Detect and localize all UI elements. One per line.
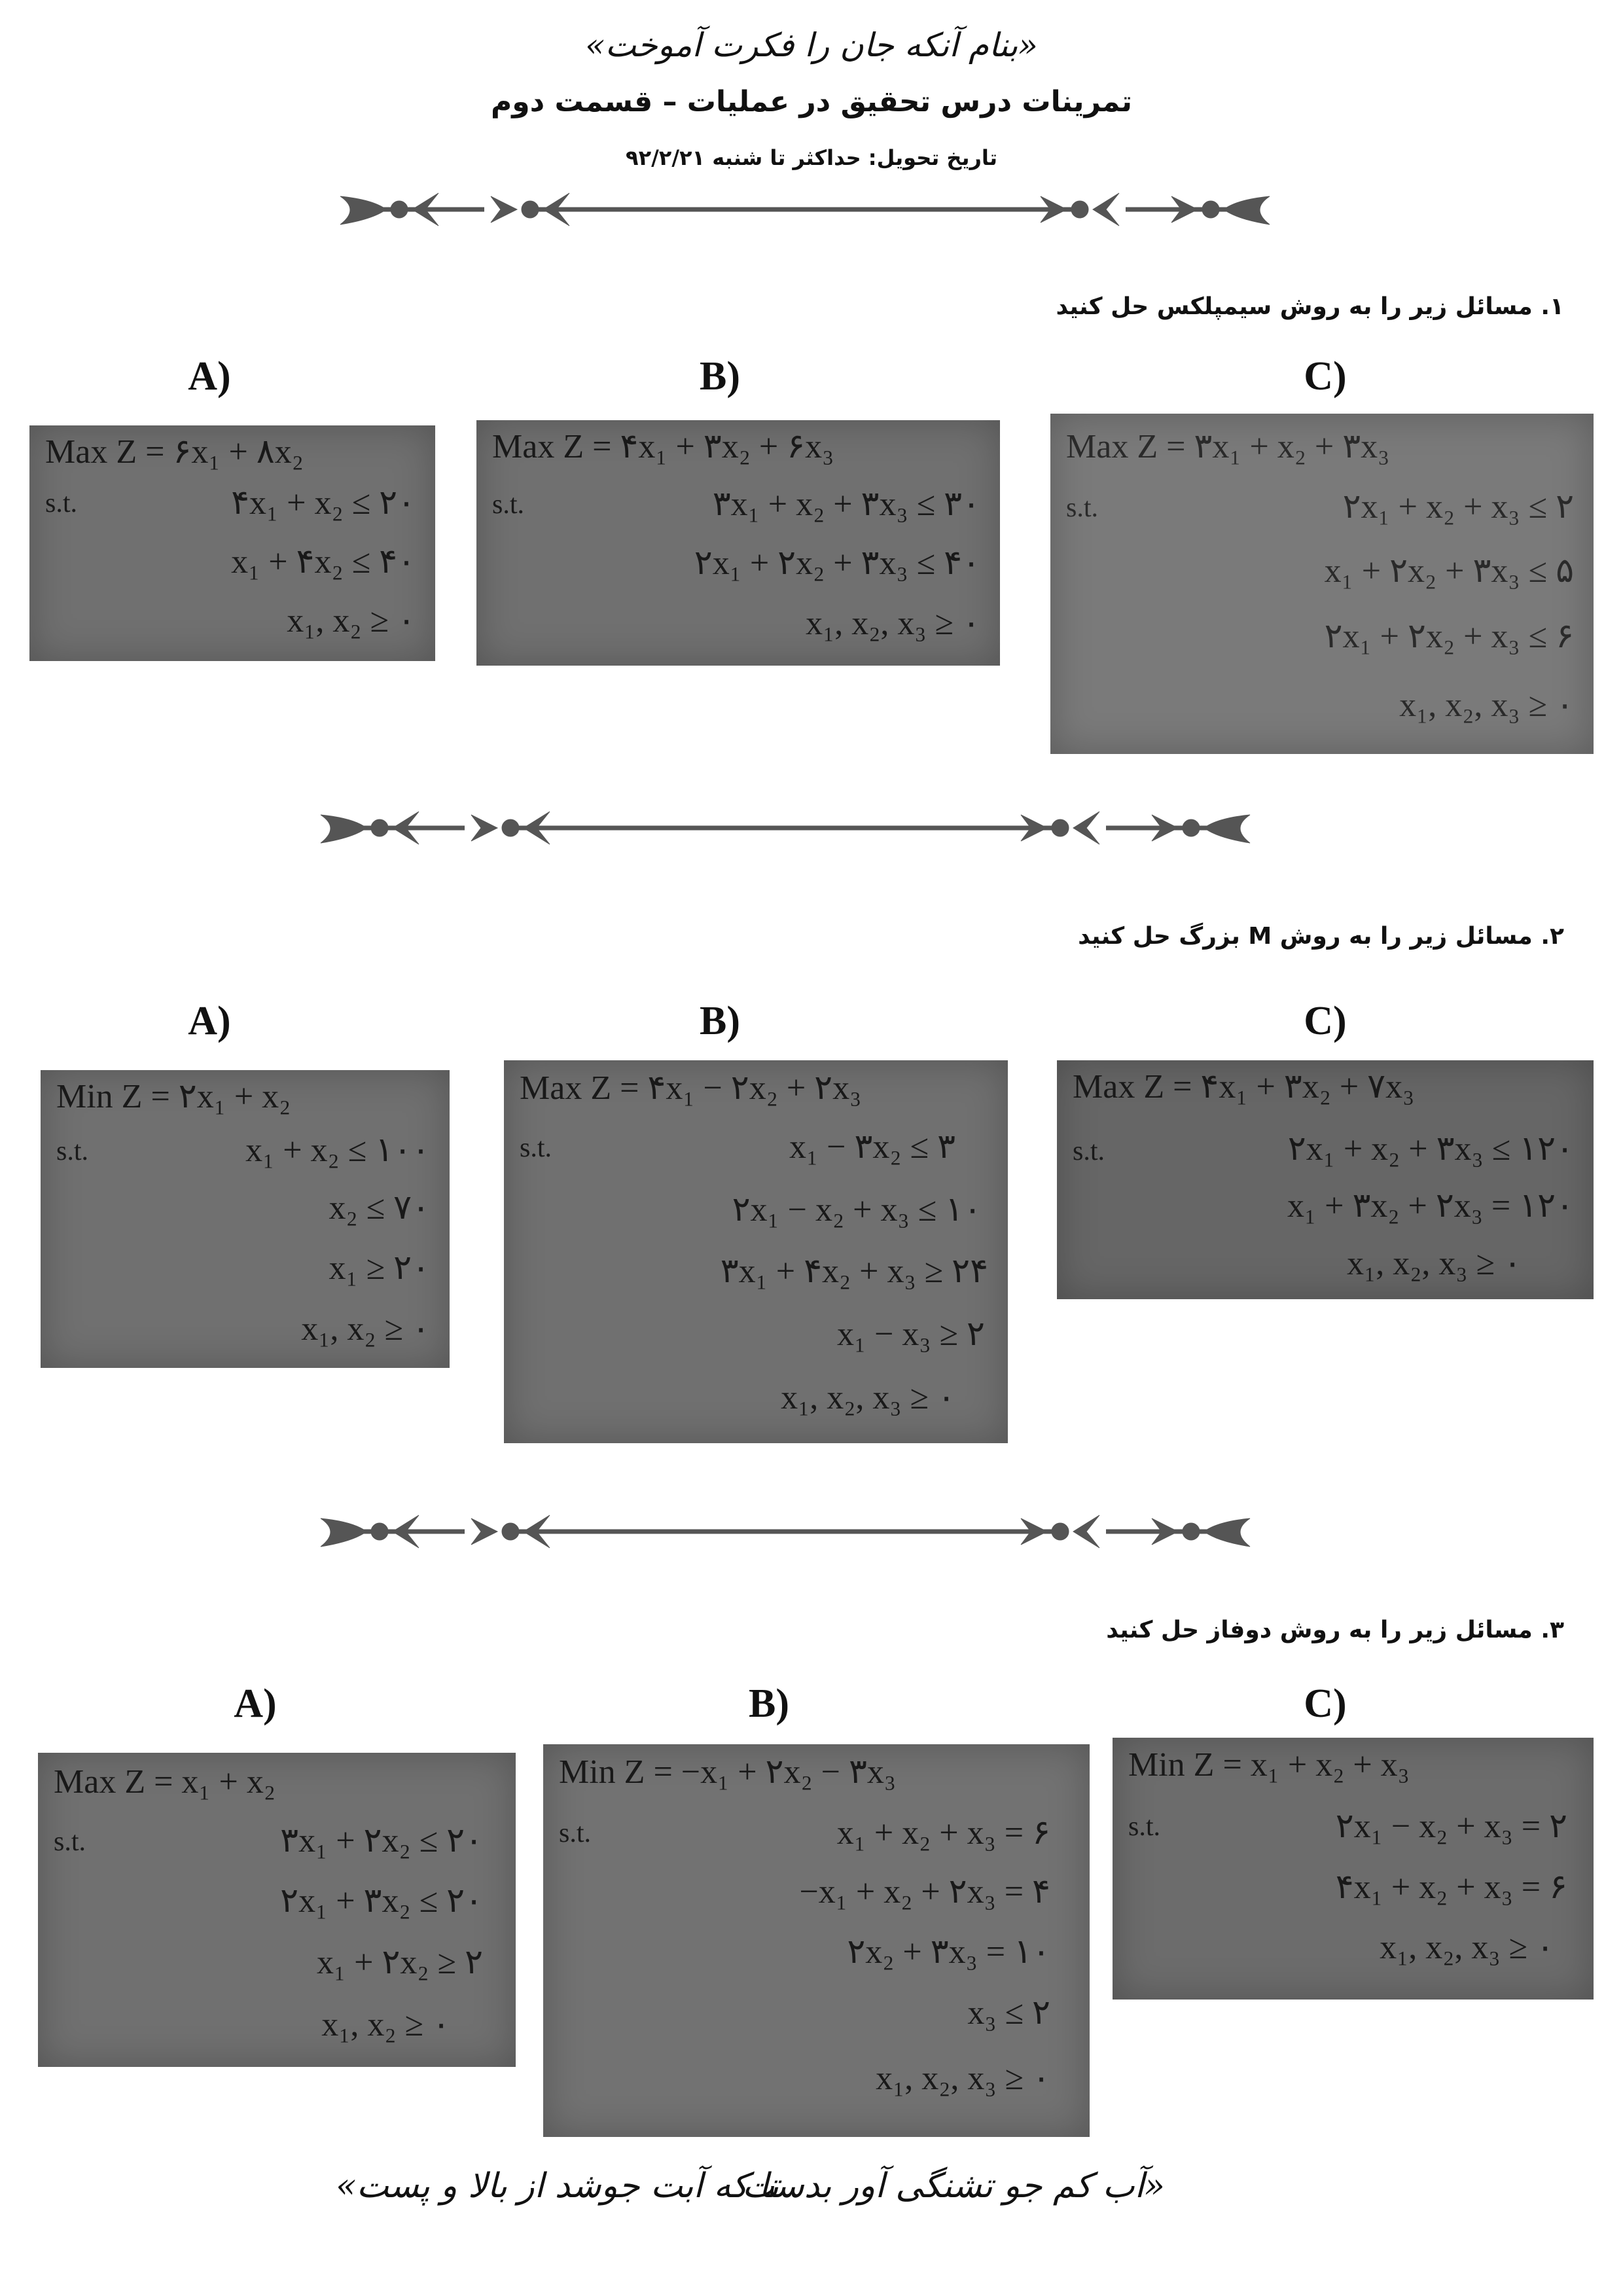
problem-2a-label: A) [188, 999, 231, 1043]
problem-3b-label: B) [749, 1681, 789, 1726]
problem-1b-photo [476, 420, 1000, 666]
nonnegativity-constraint: x₁, x₂ ≥ ۰ [321, 2006, 450, 2043]
deadline-text: تاریخ تحویل: حداکثر تا شنبه ۹۲/۲/۲۱ [626, 145, 997, 170]
objective-function: Max Z = ۴x₁ + ۳x₂ + ۷x₃ [1073, 1068, 1415, 1105]
ornament-divider-1 [334, 180, 1276, 239]
poem-verse-1: «آب کم جو تشنگی آور بدست [742, 2166, 1165, 2206]
constraint: x₁ + x₂ ≤ ۱۰۰ [245, 1132, 430, 1169]
ornament-divider-3 [314, 1502, 1257, 1561]
problem-3c-label: C) [1304, 1681, 1347, 1726]
objective-function: Max Z = ۴x₁ − ۲x₂ + ۲x₃ [520, 1069, 862, 1107]
section-1-title: ۱. مسائل زیر را به روش سیمپلکس حل کنید [1056, 293, 1564, 320]
nonnegativity-constraint: x₁, x₂, x₃ ≥ ۰ [1347, 1245, 1522, 1282]
constraint: ۳x₁ + x₂ + ۳x₃ ≤ ۳۰ [712, 486, 980, 523]
constraint: x₁ + ۲x₂ + ۳x₃ ≤ ۵ [1324, 552, 1574, 590]
objective-function: Min Z = −x₁ + ۲x₂ − ۳x₃ [559, 1753, 896, 1791]
objective-function: Max Z = x₁ + x₂ [54, 1763, 276, 1801]
constraint: ۲x₁ + ۲x₂ + x₃ ≤ ۶ [1324, 618, 1574, 655]
constraint: ۲x₂ + ۳x₃ = ۱۰ [847, 1933, 1050, 1971]
problem-2a-photo [41, 1070, 450, 1368]
problem-2b-photo [504, 1060, 1008, 1443]
objective-function: Max Z = ۴x₁ + ۳x₂ + ۶x₃ [492, 428, 834, 465]
subject-to-label: s.t. [492, 490, 525, 520]
constraint: x₁ + x₂ + x₃ = ۶ [836, 1814, 1050, 1852]
constraint: x₁ + ۴x₂ ≤ ۴۰ [231, 543, 416, 581]
constraint: ۴x₁ + x₂ + x₃ = ۶ [1335, 1869, 1567, 1906]
problem-1c-label: C) [1304, 354, 1347, 399]
constraint: x₂ ≤ ۷۰ [329, 1189, 430, 1227]
nonnegativity-constraint: x₁, x₂, x₃ ≥ ۰ [1399, 687, 1574, 724]
constraint: x₁ + ۲x₂ ≥ ۲ [317, 1944, 483, 1981]
problem-1b-label: B) [700, 354, 740, 399]
constraint: ۳x₁ + ۲x₂ ≤ ۲۰ [280, 1822, 483, 1859]
document-title: تمرینات درس تحقیق در عملیات – قسمت دوم [491, 85, 1132, 118]
subject-to-label: s.t. [1128, 1812, 1161, 1842]
problem-3a-photo [38, 1753, 516, 2067]
subject-to-label: s.t. [1073, 1136, 1105, 1166]
nonnegativity-constraint: x₁, x₂, x₃ ≥ ۰ [806, 605, 980, 642]
section-3-title: ۳. مسائل زیر را به روش دوفاز حل کنید [1106, 1617, 1564, 1643]
section-2-title: ۲. مسائل زیر را به روش M بزرگ حل کنید [1078, 923, 1564, 950]
problem-2c-label: C) [1304, 999, 1347, 1043]
subject-to-label: s.t. [56, 1136, 89, 1166]
subject-to-label: s.t. [559, 1818, 592, 1848]
ornament-divider-2 [314, 798, 1257, 857]
nonnegativity-constraint: x₁, x₂, x₃ ≥ ۰ [876, 2060, 1050, 2097]
subject-to-label: s.t. [1066, 493, 1099, 523]
problem-3c-photo [1113, 1738, 1594, 2000]
constraint: ۲x₁ + x₂ + ۳x₃ ≤ ۱۲۰ [1287, 1130, 1574, 1168]
constraint: −x₁ + x₂ + ۲x₃ = ۴ [799, 1873, 1050, 1910]
constraint: ۲x₁ − x₂ + x₃ ≤ ۱۰ [732, 1191, 982, 1229]
nonnegativity-constraint: x₁, x₂, x₃ ≥ ۰ [781, 1379, 955, 1416]
constraint: x₁ − ۳x₂ ≤ ۳ [789, 1128, 955, 1166]
subject-to-label: s.t. [54, 1827, 86, 1857]
constraint: ۲x₁ − x₂ + x₃ = ۲ [1335, 1808, 1567, 1845]
constraint: x₁ − x₃ ≥ ۲ [836, 1316, 985, 1353]
constraint: x₃ ≤ ۲ [967, 1994, 1050, 2032]
constraint: ۲x₁ + x₂ + x₃ ≤ ۲ [1342, 488, 1574, 526]
problem-3a-label: A) [234, 1681, 277, 1726]
constraint: ۳x₁ + ۴x₂ + x₃ ≥ ۲۴ [720, 1253, 988, 1290]
objective-function: Max Z = ۶x₁ + ۸x₂ [45, 433, 304, 471]
closing-poem [0, 2166, 1623, 2225]
problem-3b-photo [543, 1744, 1090, 2137]
subject-to-label: s.t. [45, 488, 78, 518]
nonnegativity-constraint: x₁, x₂ ≥ ۰ [301, 1310, 430, 1348]
constraint: ۴x₁ + x₂ ≤ ۲۰ [231, 484, 416, 522]
subject-to-label: s.t. [520, 1133, 552, 1163]
objective-function: Max Z = ۳x₁ + x₂ + ۳x₃ [1066, 428, 1390, 465]
nonnegativity-constraint: x₁, x₂ ≥ ۰ [287, 602, 416, 639]
problem-1a-photo [29, 425, 435, 661]
constraint: x₁ + ۳x₂ + ۲x₃ = ۱۲۰ [1287, 1187, 1574, 1225]
problem-1c-photo [1050, 414, 1594, 754]
basmala: «بنام آنکه جان را فکرت آموخت» [585, 26, 1038, 64]
nonnegativity-constraint: x₁, x₂, x₃ ≥ ۰ [1380, 1929, 1554, 1966]
problem-2c-photo [1057, 1060, 1594, 1299]
objective-function: Min Z = x₁ + x₂ + x₃ [1128, 1746, 1410, 1784]
constraint: ۲x₁ + ۲x₂ + ۳x₃ ≤ ۴۰ [694, 545, 980, 582]
problem-2b-label: B) [700, 999, 740, 1043]
objective-function: Min Z = ۲x₁ + x₂ [56, 1078, 291, 1115]
poem-verse-2: تا که آبت جوشد از بالا و پست» [336, 2166, 779, 2206]
constraint: ۲x₁ + ۳x₂ ≤ ۲۰ [280, 1882, 483, 1920]
problem-1a-label: A) [188, 354, 231, 399]
constraint: x₁ ≥ ۲۰ [329, 1249, 430, 1287]
